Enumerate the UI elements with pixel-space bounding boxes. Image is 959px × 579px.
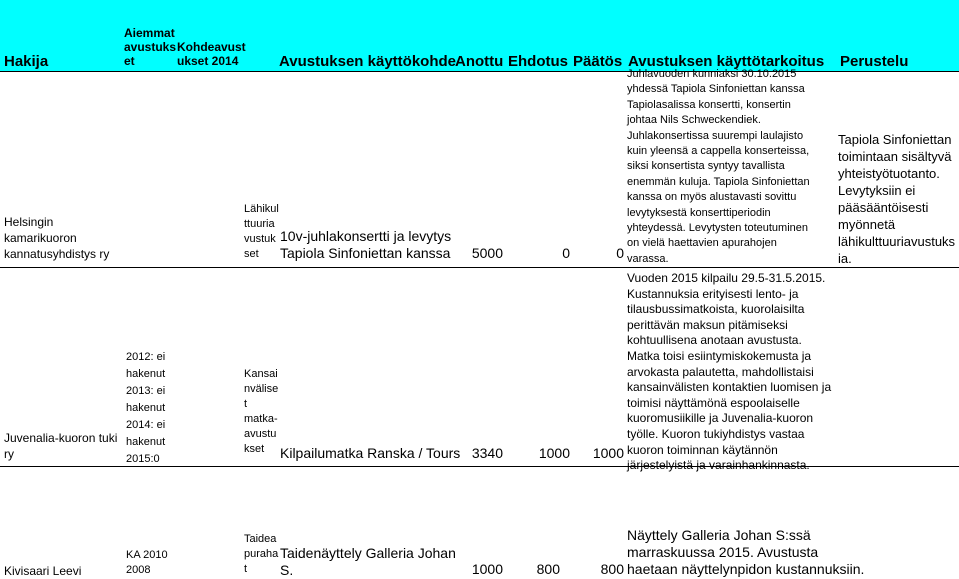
table-row-3-paatos: 800 [600, 561, 624, 577]
table-row-1-kayttotarkoitus: Juhlavuoden kunniaksi 30.10.2015 yhdessä Tapiola Sinfoniettan kanssa Tapiolasalissa konsertti, konsertin johtaa Nils Schweckendiek. Juhlakonsertissa suurempi laulajisto kuin yleensä a cappella konserteissa, siksi konsertista syntyy tavallista enemmän kuluja. Tapiola Sinfoniettan kanssa on myös alustavasti sovittu levytyksestä konserttiperiodin yhteydessä. Levytysten toteutuminen on vielä haettavien apurahojen varassa. [627, 68, 810, 265]
header-kayttokohde: Avustuksen käyttökohde [279, 53, 456, 70]
header-anottu: Anottu [455, 53, 504, 70]
table-row-3-anottu: 1000 [471, 561, 503, 577]
table-row-3-kohde: Taidea puraha t [244, 533, 279, 575]
table-row-2-kayttokohde: Kilpailumatka Ranska / Tours [280, 445, 461, 461]
table-row-2-kohde: Kansai nvälise t matka- avustu kset [244, 368, 279, 455]
table-row-2-aiemmat: 2012: ei hakenut 2013: ei hakenut 2014: ei hakenut 2015:0 [126, 351, 166, 465]
header-paatos: Päätös [573, 53, 623, 70]
table-row-1-ehdotus: 0 [562, 245, 570, 261]
table-row-2-hakija: Juvenalia-kuoron tuki ry [4, 431, 118, 461]
table-row-2-paatos: 1000 [592, 445, 624, 461]
table-row-3-aiemmat: KA 2010 2008 [126, 549, 168, 576]
table-row-1-anottu: 5000 [471, 245, 503, 261]
table-row-3-kayttotarkoitus: Näyttely Galleria Johan S:ssä marraskuussa 2015. Avustusta haetaan näyttelynpidon kustannuksiin. [627, 527, 865, 577]
table-row-1-kohde: Lähikul ttuuria vustuk set [244, 203, 279, 260]
table-row-1-hakija: Helsingin kamarikuoron kannatusyhdistys ry [4, 215, 110, 261]
table-row-2-anottu: 3340 [471, 445, 503, 461]
table-row-2-kayttotarkoitus: Vuoden 2015 kilpailu 29.5-31.5.2015. Kustannuksia erityisesti lento- ja tilausbussimatkoista, kuorolaisilta perittävän maksun pitämiseksi kohtuullisena anotaan avustusta. Matka toisi esiintymiskokemusta ja arvokasta palautetta, mahdollistaisi kansainvälisten kontaktien luomisen ja toimisi näyttämönä espoolaiselle kuoromusiikille ja Juvenalia-kuoron työlle. Kuoron tukiyhdistys vastaa kuoron toiminnan käytännön järjestelyistä ja varainhankinnasta. [627, 271, 832, 473]
header-ehdotus: Ehdotus [508, 53, 568, 70]
table-row-2-ehdotus: 1000 [538, 445, 570, 461]
header-hakija: Hakija [4, 53, 49, 70]
header-aiemmat: Aiemmat avustuks et [124, 26, 177, 68]
table-row-3-hakija: Kivisaari Leevi [4, 564, 82, 578]
table-row-1-perustelu: Tapiola Sinfoniettan toimintaan sisältyvä yhteistyötuotanto. Levytyksiin ei pääsääntöisesti myönnetä lähikulttuuriavustuks ia. [838, 132, 956, 266]
table-row-3-kayttokohde: Taidenäyttely Galleria Johan S. [280, 545, 456, 578]
header-perustelu: Perustelu [840, 53, 909, 70]
header-kohdeavustukset: Kohdeavust ukset 2014 [177, 40, 246, 68]
header-kayttotarkoitus: Avustuksen käyttötarkoitus [628, 53, 825, 70]
table-row-1-paatos: 0 [616, 245, 624, 261]
table-row-1-kayttokohde: 10v-juhlakonsertti ja levytys Tapiola Sinfoniettan kanssa [280, 228, 452, 261]
table-row-3-ehdotus: 800 [536, 561, 560, 577]
